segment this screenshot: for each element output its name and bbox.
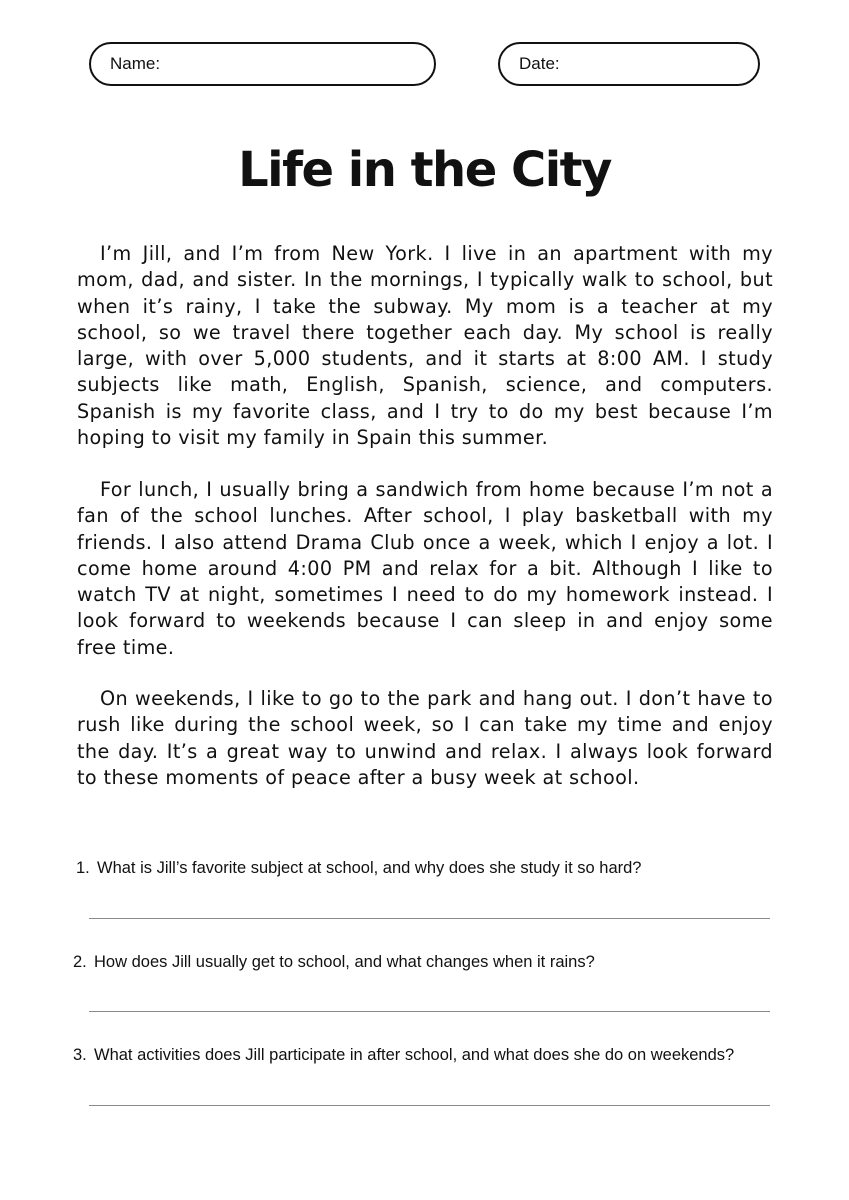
passage-paragraph-3: On weekends, I like to go to the park and hang out. I don’t have to rush like during the school week, so I can take my time and enjoy the day. It’s a great way to unwind and relax. I always look forward to these moments of peace after a busy week at school. <box>77 687 773 789</box>
question-number: 2. <box>73 953 87 971</box>
question-number: 3. <box>73 1046 87 1064</box>
question-number: 1. <box>76 859 90 877</box>
page-title: Life in the City <box>238 142 611 198</box>
question-3 <box>73 1044 793 1066</box>
date-field[interactable] <box>498 42 760 86</box>
question-text: What activities does Jill participate in after school, and what does she do on weekends? <box>94 1046 735 1064</box>
name-label: Name: <box>110 54 161 73</box>
question-text: How does Jill usually get to school, and what changes when it rains? <box>94 953 595 971</box>
answer-line-2[interactable] <box>89 1011 770 1012</box>
passage-paragraph-1: I’m Jill, and I’m from New York. I live in an apartment with my mom, dad, and sister. In the mornings, I typically walk to school, but when it’s rainy, I take the subway. My mom is a teacher at my school, so we travel there together each day. My school is really large, with over 5,000 students, and it starts at 8:00 AM. I study subjects like math, English, Spanish, science, and computers. Spanish is my favorite class, and I try to do my best because I’m hoping to visit my family in Spain this summer. <box>77 242 773 450</box>
date-label: Date: <box>519 54 560 73</box>
question-text: What is Jill’s favorite subject at school, and why does she study it so hard? <box>97 859 642 877</box>
question-2 <box>73 951 793 973</box>
name-field[interactable] <box>89 42 436 86</box>
answer-line-3[interactable] <box>89 1105 770 1106</box>
question-1 <box>76 857 796 879</box>
passage-paragraph-2: For lunch, I usually bring a sandwich from home because I’m not a fan of the school lunches. After school, I play basketball with my friends. I also attend Drama Club once a week, which I enjoy a lot. I come home around 4:00 PM and relax for a bit. Although I like to watch TV at night, sometimes I need to do my homework instead. I look forward to weekends because I can sleep in and enjoy some free time. <box>77 478 773 659</box>
answer-line-1[interactable] <box>89 918 770 919</box>
